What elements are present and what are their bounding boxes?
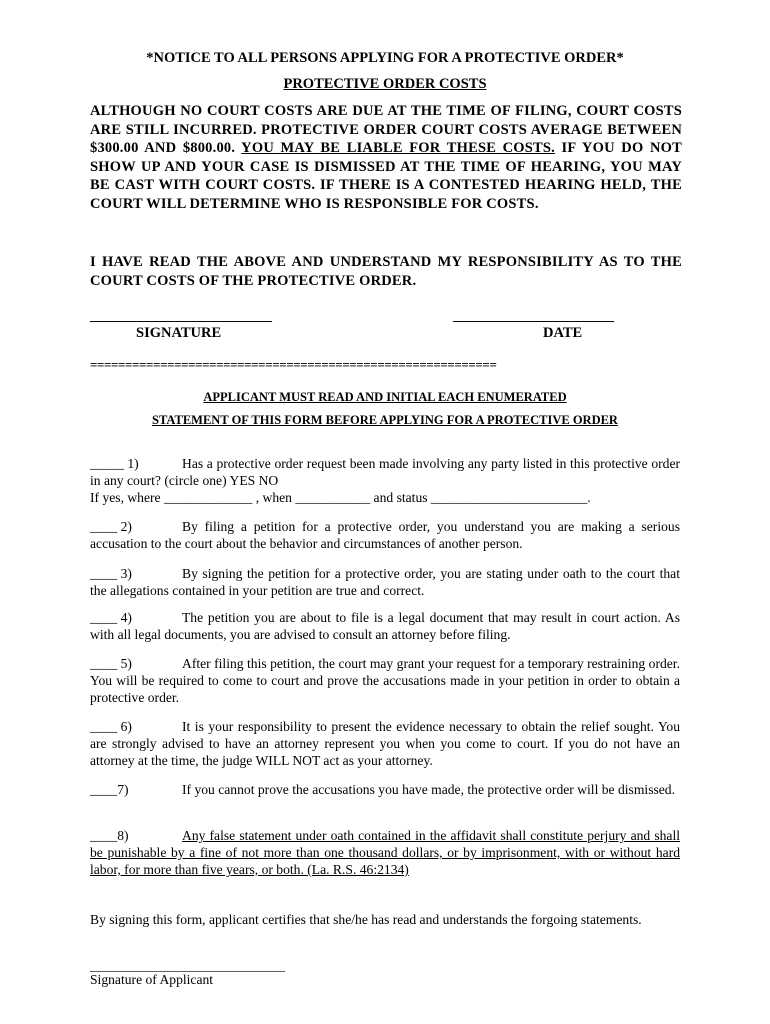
statement-3 <box>90 565 680 599</box>
statement-6 <box>90 718 680 769</box>
statement-6-text: It is your responsibility to present the evidence necessary to obtain the relief sought. You are strongly advised to have an attorney represent you when you come to court. If you do not have an attorney at the time, the judge WILL NOT act as your attorney. <box>90 719 680 768</box>
applicant-signature-label: Signature of Applicant <box>90 972 214 987</box>
date-label: DATE <box>543 325 583 341</box>
statement-1-text: Has a protective order request been made involving any party listed in this protective order in any court? (circle one) YES NO <box>90 456 680 488</box>
statement-4 <box>90 609 680 643</box>
statement-5-text: After filing this petition, the court may grant your request for a temporary restraining order. You will be required to come to court and prove the accusations made in your petition in order to obtain a protective order. <box>90 656 680 705</box>
statement-7 <box>90 781 680 798</box>
warning-liability-text: YOU MAY BE LIABLE FOR THESE COSTS. <box>241 140 556 157</box>
initial-blank-8[interactable]: ____8) <box>90 828 129 843</box>
initial-blank-2[interactable]: ____ 2) <box>90 519 132 534</box>
initial-blank-5[interactable]: ____ 5) <box>90 656 132 671</box>
statement-2 <box>90 518 680 552</box>
costs-heading: PROTECTIVE ORDER COSTS <box>283 76 487 92</box>
statement-8 <box>90 827 680 878</box>
signature-label: SIGNATURE <box>136 325 222 341</box>
statement-1 <box>90 455 680 506</box>
court-costs-warning <box>90 102 682 214</box>
acknowledgment-text: I HAVE READ THE ABOVE AND UNDERSTAND MY RESPONSIBILITY AS TO THE COURT COSTS OF THE PROTECTIVE ORDER. <box>90 254 682 289</box>
statement-4-text: The petition you are about to file is a legal document that may result in court action. As with all legal documents, you are advised to consult an attorney before filing. <box>90 610 680 642</box>
warning-text-part2: IF YOU DO NOT SHOW UP AND YOUR CASE IS DISMISSED AT THE TIME OF HEARING, YOU MAY BE CAST WITH COURT COSTS. IF THERE IS A CONTESTED HEARING HELD, THE COURT WILL DETERMINE WHO IS RESPONSIBLE FOR COSTS. <box>90 140 682 212</box>
statement-3-text: By signing the petition for a protective order, you are stating under oath to the court that the allegations contained in your petition are true and correct. <box>90 566 680 598</box>
warning-text-part1: ALTHOUGH NO COURT COSTS ARE DUE AT THE TIME OF FILING, COURT COSTS ARE STILL INCURRED. PROTECTIVE ORDER COURT COSTS AVERAGE BETWEEN $300.00 AND $800.00. <box>90 103 682 157</box>
instructions-line-2: STATEMENT OF THIS FORM BEFORE APPLYING FOR A PROTECTIVE ORDER <box>152 413 618 427</box>
initial-blank-7[interactable]: ____7) <box>90 782 129 797</box>
applicant-signature-line[interactable]: ______________________________ <box>90 958 285 973</box>
initial-blank-4[interactable]: ____ 4) <box>90 610 132 625</box>
statement-1-details[interactable]: If yes, where _____________ , when ___________ and status _______________________. <box>90 490 591 505</box>
notice-title: *NOTICE TO ALL PERSONS APPLYING FOR A PROTECTIVE ORDER* <box>146 50 624 66</box>
statement-8-text: Any false statement under oath contained in the affidavit shall constitute perjury and shall be punishable by a fine of not more than one thousand dollars, or by imprisonment, with or without hard labor, for more than five years, or both. (La. R.S. 46:2134) <box>90 828 680 877</box>
statement-7-text: If you cannot prove the accusations you have made, the protective order will be dismissed. <box>182 782 675 797</box>
statement-5 <box>90 655 680 706</box>
instructions-line-1: APPLICANT MUST READ AND INITIAL EACH ENUMERATED <box>203 390 567 404</box>
signature-line[interactable]: __________________________ <box>90 309 272 324</box>
statement-2-text: By filing a petition for a protective order, you understand you are making a serious accusation to the court about the behavior and circumstances of another person. <box>90 519 680 551</box>
initial-blank-3[interactable]: ____ 3) <box>90 566 132 581</box>
initial-blank-1[interactable]: _____ 1) <box>90 456 139 471</box>
initial-blank-6[interactable]: ____ 6) <box>90 719 132 734</box>
date-line[interactable]: _______________________ <box>453 309 614 324</box>
section-divider: ========================================================== <box>90 357 497 372</box>
certification-text: By signing this form, applicant certifies that she/he has read and understands the forgoing statements. <box>90 912 642 927</box>
